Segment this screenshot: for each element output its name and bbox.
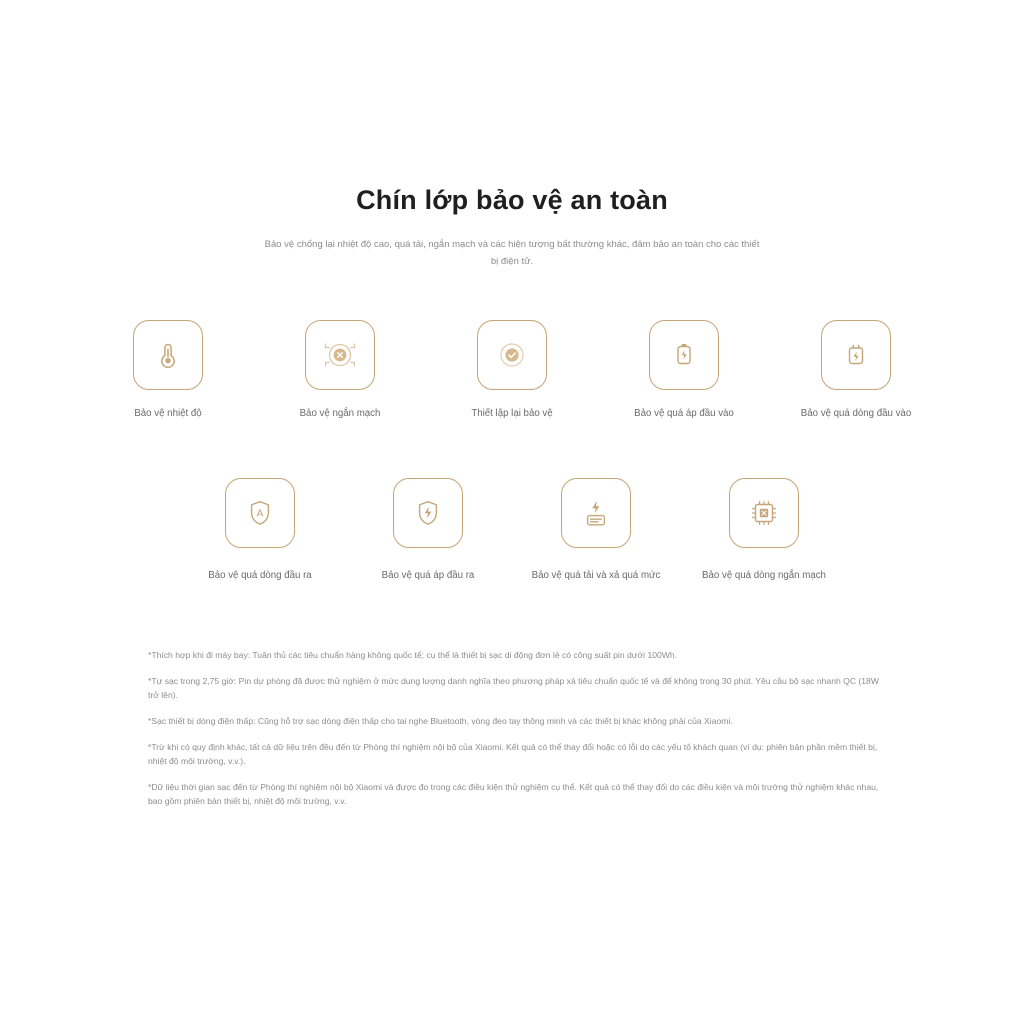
feature-item bbox=[82, 320, 254, 421]
svg-text:A: A bbox=[256, 507, 264, 520]
output-overcurrent-shield-icon bbox=[242, 495, 278, 531]
footnote: *Trừ khi có quy định khác, tất cả dữ liệu trên đều đến từ Phòng thí nghiệm nội bộ của Xiaomi. Kết quả có thể thay đổi hoặc có lỗi do các yếu tố khách quan (ví dụ: phiên bản phần mềm thiết bị, nhiệt độ môi trường, v.v.). bbox=[148, 742, 878, 766]
chip-short-circuit-icon bbox=[745, 494, 783, 532]
footnotes bbox=[148, 648, 888, 820]
feature-label: Bảo vệ quá tải và xả quá mức bbox=[531, 570, 661, 581]
feature-label: Bảo vệ quá dòng đầu vào bbox=[800, 408, 912, 419]
page-subtitle: Bảo vệ chống lại nhiệt độ cao, quá tải, ngắn mạch và các hiện tượng bất thường khác, đảm bảo an toàn cho các thiết bị điện tử. bbox=[264, 239, 760, 267]
feature-icon-frame bbox=[225, 478, 295, 548]
feature-label: Bảo vệ quá dòng ngắn mạch bbox=[702, 570, 826, 581]
feature-item bbox=[426, 320, 598, 421]
feature-item bbox=[176, 478, 344, 583]
footnote: *Sạc thiết bị dòng điện thấp: Cũng hỗ trợ sạc dòng điện thấp cho tai nghe Bluetooth, vòng đeo tay thông minh và các thiết bị khác không phải của Xiaomi. bbox=[148, 716, 733, 726]
feature-label: Bảo vệ nhiệt độ bbox=[134, 408, 202, 419]
reset-protection-icon bbox=[492, 335, 532, 375]
feature-item bbox=[598, 320, 770, 421]
feature-label: Bảo vệ ngắn mạch bbox=[299, 408, 381, 419]
output-overvoltage-icon bbox=[410, 495, 446, 531]
feature-icon-frame bbox=[133, 320, 203, 390]
feature-label: Bảo vệ quá áp đầu vào bbox=[634, 408, 734, 419]
feature-icon-frame bbox=[561, 478, 631, 548]
input-overvoltage-icon bbox=[667, 338, 701, 372]
feature-row-1 bbox=[0, 320, 1024, 421]
feature-icon-frame bbox=[821, 320, 891, 390]
overload-discharge-icon bbox=[578, 495, 614, 531]
feature-icon-frame bbox=[477, 320, 547, 390]
feature-label: Bảo vệ quá dòng đầu ra bbox=[208, 570, 312, 581]
short-circuit-icon bbox=[319, 334, 361, 376]
feature-label: Bảo vệ quá áp đầu ra bbox=[381, 570, 475, 581]
feature-icon-frame bbox=[393, 478, 463, 548]
footnote: *Dữ liệu thời gian sạc đến từ Phòng thí nghiệm nội bộ Xiaomi và được đo trong các điều kiện thử nghiệm cụ thể. Kết quả có thể thay đổi do các điều kiện và môi trường thử nghiệm khác nhau, bao gồm phiên bản thiết bị, nhiệt độ môi trường, v.v. bbox=[148, 782, 879, 806]
feature-icon-frame bbox=[305, 320, 375, 390]
feature-icon-frame bbox=[729, 478, 799, 548]
feature-item bbox=[512, 478, 680, 583]
page-title: Chín lớp bảo vệ an toàn bbox=[356, 185, 668, 215]
footnote: *Thích hợp khi đi máy bay: Tuân thủ các tiêu chuẩn hàng không quốc tế; cụ thể là thiết bị sạc di động đơn lẻ có công suất pin dưới 100Wh. bbox=[148, 650, 678, 660]
feature-label: Thiết lập lại bảo vệ bbox=[471, 408, 553, 419]
feature-item bbox=[344, 478, 512, 583]
feature-icon-frame bbox=[649, 320, 719, 390]
feature-row-2 bbox=[0, 478, 1024, 583]
feature-item bbox=[770, 320, 942, 421]
feature-item bbox=[680, 478, 848, 583]
feature-item bbox=[254, 320, 426, 421]
input-overcurrent-icon bbox=[839, 338, 873, 372]
thermometer-icon bbox=[151, 338, 185, 372]
footnote: *Tự sạc trong 2,75 giờ: Pin dự phòng đã được thử nghiệm ở mức dung lượng danh nghĩa theo phương pháp xả tiêu chuẩn quốc tế và để không trong 30 phút. Yêu cầu bộ sạc nhanh QC (18W trở lên). bbox=[148, 676, 879, 700]
